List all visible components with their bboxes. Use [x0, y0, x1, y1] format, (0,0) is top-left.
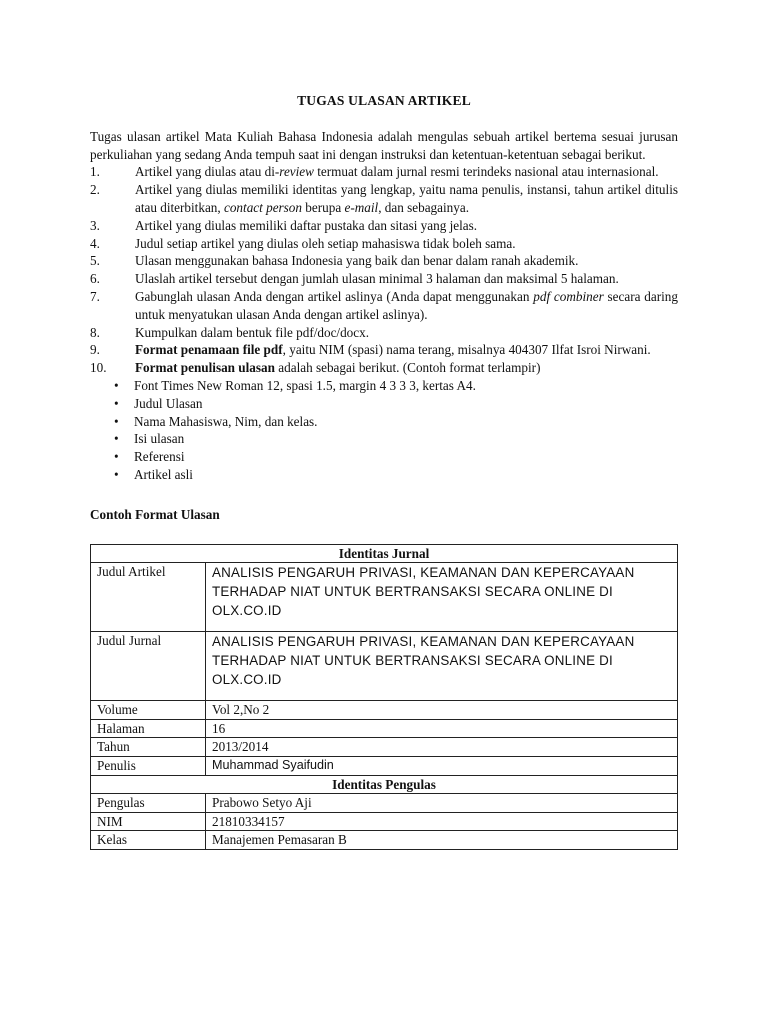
item-number: 7. [90, 288, 100, 304]
reviewer-identity-header: Identitas Pengulas [91, 775, 678, 794]
table-row [91, 794, 678, 813]
reviewer-name-value: Prabowo Setyo Aji [206, 794, 678, 813]
item-number: 4. [90, 235, 100, 251]
journal-identity-header: Identitas Jurnal [91, 544, 678, 563]
table-row [91, 632, 678, 701]
list-item: 3. Artikel yang diulas memiliki daftar pustaka dan sitasi yang jelas. [90, 217, 478, 233]
row-label: Tahun [91, 738, 206, 757]
reviewer-class-value: Manajemen Pemasaran B [206, 831, 678, 850]
bullet-item: • Isi ulasan [114, 431, 185, 447]
table-row [91, 738, 678, 757]
row-label: Kelas [91, 831, 206, 850]
list-item: 2. Artikel yang diulas memiliki identitas yang lengkap, yaitu nama penulis, instansi, tahun artikel ditulis atau diterbitkan, contact person berupa e-mail, dan sebagainya. [90, 182, 678, 215]
list-item: 1. Artikel yang diulas atau di-review termuat dalam jurnal resmi terindeks nasional atau internasional. [90, 164, 659, 180]
row-label: Pengulas [91, 794, 206, 813]
list-item: 8. Kumpulkan dalam bentuk file pdf/doc/docx. [90, 324, 370, 340]
bullet-item: • Artikel asli [114, 466, 193, 482]
list-item: 9. Format penamaan file pdf, yaitu NIM (spasi) nama terang, misalnya 404307 Ilfat Isroi Nirwani. [90, 342, 651, 358]
table-row [91, 563, 678, 632]
list-item: 7. Gabunglah ulasan Anda dengan artikel aslinya (Anda dapat menggunakan pdf combiner secara daring untuk menyatukan ulasan Anda dengan artikel aslinya). [90, 288, 678, 322]
row-label: Penulis [91, 756, 206, 775]
row-label: Judul Artikel [91, 563, 206, 632]
table-row [91, 756, 678, 775]
row-label: NIM [91, 812, 206, 831]
item-number: 2. [90, 182, 100, 198]
bullet-dot: • [114, 395, 119, 411]
bullet-item: • Nama Mahasiswa, Nim, dan kelas. [114, 413, 318, 429]
bullet-dot: • [114, 413, 119, 429]
item-number: 5. [90, 253, 100, 269]
year-value: 2013/2014 [206, 738, 678, 757]
bullet-item: • Referensi [114, 449, 185, 465]
bullet-item: • Judul Ulasan [114, 395, 203, 411]
pages-value: 16 [206, 719, 678, 738]
list-item: 6. Ulaslah artikel tersebut dengan jumlah ulasan minimal 3 halaman dan maksimal 5 halaman. [90, 271, 619, 287]
bullet-item: • Font Times New Roman 12, spasi 1.5, margin 4 3 3 3, kertas A4. [114, 377, 476, 393]
document-page [90, 92, 678, 850]
table-row [91, 719, 678, 738]
item-number: 10. [90, 360, 107, 376]
example-format-heading: Contoh Format Ulasan [90, 506, 220, 522]
table-row [91, 831, 678, 850]
intro-paragraph: Tugas ulasan artikel Mata Kuliah Bahasa Indonesia adalah mengulas sebuah artikel bertema sesuai jurusan perkuliahan yang sedang Anda tempuh saat ini dengan instruksi dan ketentuan-ketentuan sebagai berikut. [90, 128, 678, 162]
row-label: Halaman [91, 719, 206, 738]
table-row [91, 775, 678, 794]
review-format-table [90, 544, 678, 850]
format-bullet-list [90, 377, 678, 484]
item-number: 6. [90, 271, 100, 287]
author-value: Muhammad Syaifudin [206, 756, 678, 775]
reviewer-nim-value: 21810334157 [206, 812, 678, 831]
table-row [91, 701, 678, 720]
row-label: Volume [91, 701, 206, 720]
volume-value: Vol 2,No 2 [206, 701, 678, 720]
bullet-dot: • [114, 466, 119, 482]
journal-title-value: ANALISIS PENGARUH PRIVASI, KEAMANAN DAN KEPERCAYAAN TERHADAP NIAT UNTUK BERTRANSAKSI SECARA ONLINE DI OLX.CO.ID [206, 632, 678, 701]
instruction-list [90, 163, 678, 377]
document-title: TUGAS ULASAN ARTIKEL [297, 93, 471, 108]
item-number: 8. [90, 324, 100, 340]
table-row [91, 812, 678, 831]
bullet-dot: • [114, 449, 119, 465]
list-item: 4. Judul setiap artikel yang diulas oleh setiap mahasiswa tidak boleh sama. [90, 235, 516, 251]
item-number: 9. [90, 342, 100, 358]
bullet-dot: • [114, 377, 119, 393]
article-title-value: ANALISIS PENGARUH PRIVASI, KEAMANAN DAN KEPERCAYAAN TERHADAP NIAT UNTUK BERTRANSAKSI SECARA ONLINE DI OLX.CO.ID [206, 563, 678, 632]
row-label: Judul Jurnal [91, 632, 206, 701]
item-number: 1. [90, 164, 100, 180]
list-item: 5. Ulasan menggunakan bahasa Indonesia yang baik dan benar dalam ranah akademik. [90, 253, 579, 269]
list-item: 10. Format penulisan ulasan adalah sebagai berikut. (Contoh format terlampir) [90, 360, 541, 376]
table-row [91, 544, 678, 563]
bullet-dot: • [114, 431, 119, 447]
item-number: 3. [90, 217, 100, 233]
